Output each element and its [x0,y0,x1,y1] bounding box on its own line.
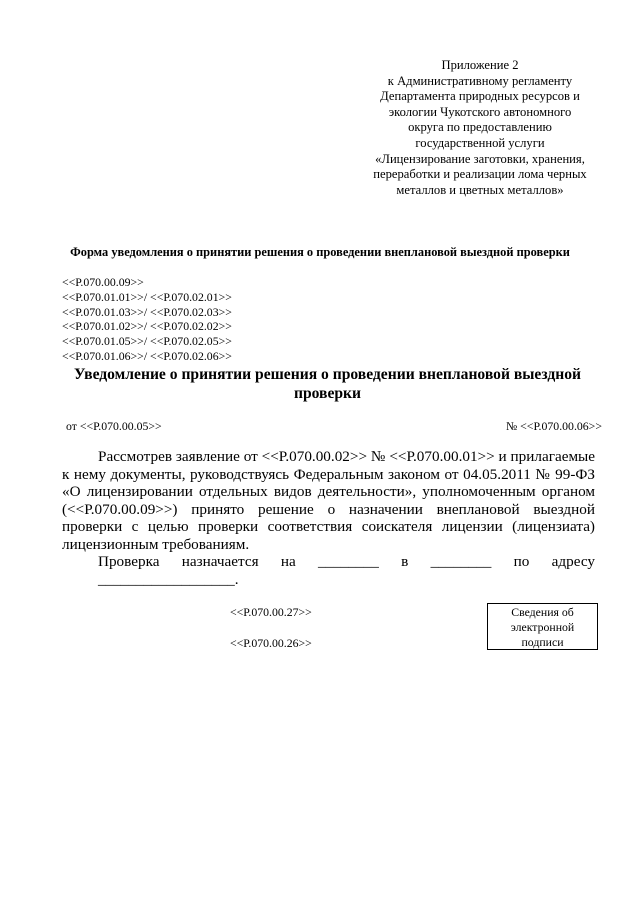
field-code: <<Р.070.00.09>> [62,275,144,289]
notice-title-line: проверки [293,385,362,402]
check-word: в [401,553,409,570]
appendix-line: экологии Чукотского автономного [388,104,572,119]
appendix-line: «Лицензирование заготовки, хранения, [375,151,585,166]
body-paragraph: Рассмотрев заявление от <<Р.070.00.02>> № <<Р.070.00.01>> и прилагаемые к нему документы, руководствуясь Федеральным законом от 04.05.2011 № 99-ФЗ «О лицензировании отдельных видов деятельности», уполномоченным органом (<<Р.070.00.09>>) принято решение о назначении внеплановой выездной проверки с целью проверки соответствия соискателя лицензии (лицензиата) лицензионным требованиям. [62,448,595,553]
field-code: <<Р.070.01.05>>/ <<Р.070.02.05>> [62,334,232,349]
signer-name-code: <<Р.070.00.26>> [230,636,312,650]
signer-position-code: <<Р.070.00.27>> [230,605,312,619]
check-word: по [513,553,530,570]
check-word: адресу [551,553,595,570]
check-word: на [280,553,296,570]
signature-box-line: Сведения об [511,605,574,619]
appendix-line: округа по предоставлению [408,120,552,135]
from-date-line: от <<Р.070.00.05>> [66,419,162,433]
appendix-line: государственной услуги [415,135,545,150]
notice-title [60,365,595,403]
address-blank: __________________. [98,570,239,588]
appendix-line: переработки и реализации лома черных [373,167,587,182]
appendix-line: Приложение 2 [441,58,519,72]
appendix-line: к Административному регламенту [387,73,573,88]
appendix-header [340,58,620,198]
electronic-signature-box [487,603,598,650]
notice-body [62,448,595,588]
signature-box-line: подписи [521,635,564,649]
field-code: <<Р.070.01.02>>/ <<Р.070.02.02>> [62,319,232,334]
field-codes [62,275,232,364]
field-code: <<Р.070.01.01>>/ <<Р.070.02.01>> [62,289,232,304]
signature-box-line: электронной [510,620,575,634]
form-title: Форма уведомления о принятии решения о проведении внеплановой выездной проверки [70,245,570,259]
appendix-line: Департамента природных ресурсов и [380,89,580,104]
field-code: <<Р.070.01.06>>/ <<Р.070.02.06>> [62,348,232,363]
document-number-line: № <<Р.070.00.06>> [505,419,602,433]
appendix-line: металлов и цветных металлов» [396,182,564,197]
field-code: <<Р.070.01.03>>/ <<Р.070.02.03>> [62,304,232,319]
notice-title-line: Уведомление о принятии решения о проведении внеплановой выездной [73,366,581,383]
date-blank: ________ [318,553,379,570]
check-word: Проверка [98,553,160,570]
check-word: назначается [181,553,259,570]
time-blank: ________ [430,553,492,570]
check-assignment-line [62,553,595,571]
